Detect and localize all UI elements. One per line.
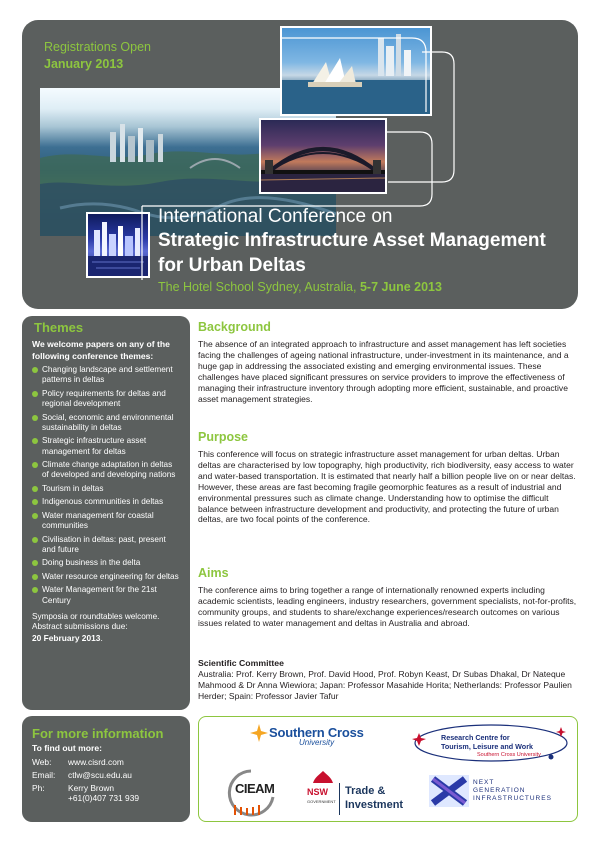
bullet-icon	[32, 391, 38, 397]
theme-text: Social, economic and environmental sustainability in deltas	[42, 412, 174, 432]
bullet-icon	[32, 486, 38, 492]
theme-text: Changing landscape and settlement patterns in deltas	[42, 365, 173, 385]
theme-text: Climate change adaptation in deltas of developed and developing nations	[42, 460, 176, 480]
research-centre-logo	[411, 721, 571, 772]
aims-text: The conference aims to bring together a range of internationally renowned experts including academic scientists, leading engineers, industry researchers, government specialists, not-for-profits, community groups, and students to share/exchange experiences/research outcomes on various issues related to water management and deltas in Australia and abroad.	[198, 585, 577, 628]
rct-line-3: Southern Cross University	[477, 752, 541, 758]
themes-list	[32, 365, 180, 606]
conference-dates: 5-7 June 2013	[359, 280, 442, 294]
list-item	[32, 460, 180, 481]
harbour-bridge-illustration	[261, 120, 385, 192]
southern-cross-logo	[253, 725, 364, 747]
list-item	[32, 365, 180, 386]
list-item	[32, 585, 180, 606]
bullet-icon	[32, 438, 38, 444]
purpose-text: This conference will focus on strategic infrastructure asset management for urban deltas. Urban deltas are characterised by low topography, high productivity, rich biodiversity, easy access to water and water-based transportation. It is estimated that nearly half a billion people live on or near deltas. However, these areas are fast becoming fragile geomorphic features as a result of industrial and environmental pressures such as climate change. Understanding how to optimise the difficult balance between infrastructure development and productivity, and protecting the future of urban deltas, are two focal points of the conference.	[198, 449, 576, 525]
theme-text: Strategic infrastructure asset management for deltas	[42, 436, 147, 456]
contact-number: +61(0)407 731 939	[68, 793, 140, 804]
cieam-text: CIEAM	[235, 781, 275, 796]
background-text: The absence of an integrated approach to infrastructure and asset management has left societies facing the challenges of ageing national infrastructure, under-investment in its maintenance, and a huge gap in addressing the associated existing and emerging environmental issues. These challenges have placed significant pressures on service providers to improve the effectiveness of managing their infrastructure inventory through adopting more efficient, sustainable, and proactive asset management strategies.	[198, 339, 569, 404]
logo-divider	[339, 783, 340, 815]
purpose-section	[198, 430, 578, 525]
list-item	[32, 436, 180, 457]
theme-text: Civilisation in deltas: past, present and future	[42, 534, 166, 554]
web-row	[32, 757, 180, 767]
email-row	[32, 770, 180, 780]
committee-text: Australia: Prof. Kerry Brown, Prof. David Hood, Prof. Robyn Keast, Dr Subas Dhakal, Dr Nateque Mahmood & Dr Anna Wiewiora; Japan: Professor Masahide Horita; Netherlands: Professor Paulien Herder; Spain: Professor Javier Tafur	[198, 669, 572, 701]
scu-name: Southern Cross	[269, 725, 364, 740]
registration-date: January 2013	[44, 57, 124, 71]
committee-heading: Scientific Committee	[198, 658, 284, 668]
aims-section	[198, 566, 578, 629]
city-night-photo	[86, 212, 150, 278]
title-line-2: Strategic Infrastructure Asset Management	[158, 230, 546, 251]
background-heading: Background	[198, 320, 271, 334]
rct-line-2: Tourism, Leisure and Work	[441, 742, 533, 751]
opera-house-photo	[280, 26, 432, 116]
abstract-due-date: 20 February 2013	[32, 632, 101, 643]
city-night-illustration	[88, 214, 148, 276]
ngi-text-2: GENERATION	[473, 787, 526, 794]
theme-text: Doing business in the delta	[42, 558, 141, 568]
list-item	[32, 484, 180, 494]
bullet-icon	[32, 367, 38, 373]
list-item	[32, 535, 180, 556]
committee-section	[198, 658, 578, 702]
title-line-3: for Urban Deltas	[158, 255, 306, 276]
bullet-icon	[32, 574, 38, 580]
phone-contact	[68, 783, 180, 804]
background-section	[198, 320, 578, 404]
themes-intro: We welcome papers on any of the following conference themes:	[32, 339, 170, 361]
opera-house-illustration	[282, 28, 430, 114]
theme-text: Policy requirements for deltas and regional development	[42, 388, 166, 409]
list-item	[32, 497, 180, 507]
find-out-more: To find out more:	[32, 743, 103, 753]
bullet-icon	[32, 462, 38, 468]
bullet-icon	[32, 537, 38, 543]
web-label: Web:	[32, 757, 52, 767]
phone-row	[32, 783, 180, 804]
sponsor-logos	[198, 716, 578, 822]
harbour-bridge-photo	[259, 118, 387, 194]
list-item	[32, 572, 180, 582]
cieam-logo	[221, 767, 281, 822]
next-gen-infra-logo	[429, 775, 552, 812]
theme-text: Water Management for the 21st Century	[42, 585, 157, 605]
email-link[interactable]: ctlw@scu.edu.au	[68, 769, 132, 780]
venue-line	[158, 280, 442, 294]
nsw-text: NSW	[307, 787, 328, 797]
email-label: Email:	[32, 769, 56, 780]
web-link[interactable]: www.cisrd.com	[68, 757, 124, 767]
bullet-icon	[32, 499, 38, 505]
bullet-icon	[32, 415, 38, 421]
list-item	[32, 389, 180, 410]
ngi-text-1: NEXT	[473, 779, 495, 786]
southern-cross-star-icon	[249, 723, 269, 743]
aims-heading: Aims	[198, 566, 229, 580]
nsw-gov-text: GOVERNMENT	[307, 799, 336, 804]
abstract-due-period: .	[100, 632, 103, 643]
purpose-heading: Purpose	[198, 430, 249, 444]
investment-text: Investment	[345, 799, 404, 811]
header-banner	[22, 20, 578, 309]
venue-text: The Hotel School Sydney, Australia,	[158, 280, 360, 294]
symposia-note: Symposia or roundtables welcome.	[32, 612, 160, 621]
list-item	[32, 511, 180, 532]
theme-text: Tourism in deltas	[42, 483, 104, 493]
theme-text: Water resource engineering for deltas	[42, 571, 179, 581]
theme-text: Indigenous communities in deltas	[42, 497, 164, 507]
bullet-icon	[32, 513, 38, 519]
list-item	[32, 413, 180, 434]
ngi-text-3: INFRASTRUCTURES	[473, 795, 552, 802]
themes-heading: Themes	[34, 320, 84, 335]
bullet-icon	[32, 560, 38, 566]
trade-text: Trade &	[345, 785, 386, 797]
scu-sub: University	[299, 738, 335, 747]
themes-panel	[22, 316, 190, 710]
ngi-x-icon	[429, 775, 469, 807]
contact-name: Kerry Brown	[68, 782, 115, 793]
info-heading: For more information	[32, 726, 164, 741]
registrations-open-label: Registrations Open	[44, 40, 152, 54]
phone-label: Ph:	[32, 782, 45, 793]
theme-text: Water management for coastal communities	[42, 510, 154, 531]
waratah-icon	[309, 769, 337, 787]
info-panel	[22, 716, 190, 822]
bullet-icon	[32, 587, 38, 593]
abstract-due-line	[32, 633, 180, 644]
title-line-1: International Conference on	[158, 206, 393, 227]
rct-line-1: Research Centre for	[441, 733, 510, 742]
list-item	[32, 558, 180, 568]
abstract-note: Abstract submissions due:	[32, 622, 128, 632]
